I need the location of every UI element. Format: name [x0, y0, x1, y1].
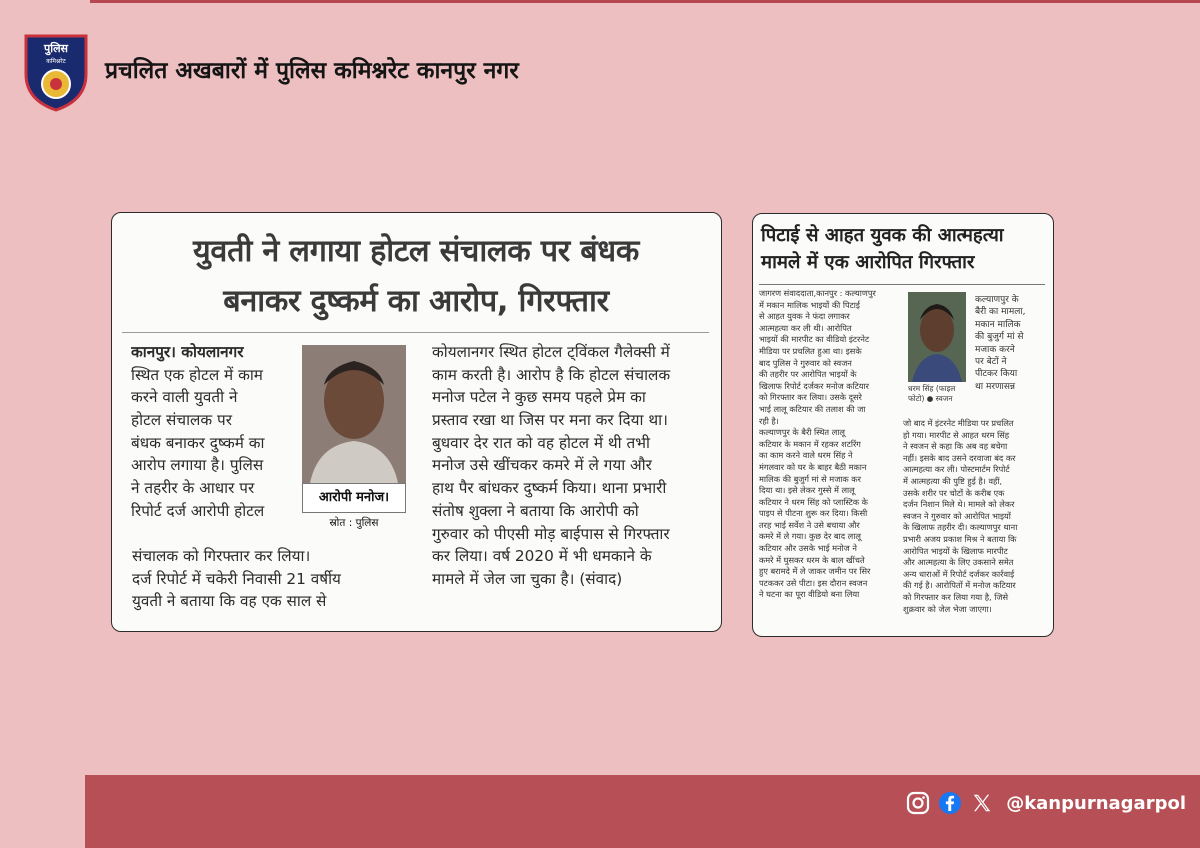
text-line: करने वाली युवती ने	[131, 388, 238, 407]
text-line: को गिरफ्तार कर लिया। उसके दूसरे	[759, 392, 862, 403]
text-line: स्वजन ने गुरुवार को आरोपित भाइयों	[903, 510, 1011, 521]
text-line: आरोप लगाया है। पुलिस	[131, 456, 264, 475]
text-line: की तहरीर पर आरोपित भाइयों के	[759, 369, 857, 380]
caption-line: धरम सिंह (फाइल	[908, 384, 956, 393]
police-badge-logo	[22, 30, 90, 112]
article-column	[131, 341, 307, 523]
accused-photo	[302, 345, 406, 483]
newspaper-clipping-2	[752, 213, 1054, 637]
text-line: की गई है। आरोपितों में मनोज कटियार	[903, 580, 1016, 591]
text-line: हुए बरामदे में ले जाकर जमीन पर सिर	[759, 566, 871, 577]
text-line: ने तहरीर के आधार पर	[131, 479, 255, 498]
text-line: काम करती है। आरोप है कि होटल संचालक	[432, 365, 671, 384]
headline-line: मामले में एक आरोपित गिरफ्तार	[761, 252, 975, 273]
headline-line: पिटाई से आहत युवक की आत्महत्या	[761, 225, 1004, 246]
text-line: युवती ने बताया कि वह एक साल से	[132, 592, 327, 611]
clipping-headline	[761, 222, 1051, 276]
text-line: पटककर उसे पीटा। इस दौरान स्वजन	[759, 577, 868, 588]
text-line: कानपुर। कोयलानगर	[131, 343, 244, 361]
caption-line: मजाक करने	[975, 344, 1015, 355]
text-line: दर्जन निशान मिले थे। मामले को लेकर	[903, 499, 1015, 510]
text-line: संचालक को गिरफ्तार कर लिया।	[132, 547, 311, 565]
text-line: मालिक की बुजुर्ग मां से मजाक कर	[759, 473, 861, 484]
text-line: संतोष शुक्ला ने बताया कि आरोपी को	[432, 501, 639, 520]
text-line: तरह भाई सर्वेश ने उसे बचाया और	[759, 519, 860, 530]
article-column	[759, 288, 901, 601]
text-line: मनोज उसे खींचकर कमरे में ले गया और	[432, 456, 652, 475]
text-line: कटियार ने धरम सिंह को प्लास्टिक के	[759, 496, 868, 507]
text-line: कटियार के मकान में रहकर शटरिंग	[759, 438, 861, 449]
text-line: प्रस्ताव रखा था जिस पर मना कर दिया था।	[432, 411, 668, 430]
top-border-line	[90, 0, 1200, 3]
text-line: मामले में जेल जा चुका है। (संवाद)	[432, 569, 623, 588]
text-line: खिलाफ रिपोर्ट दर्जकर मनोज कटियार	[759, 380, 870, 391]
text-line: के खिलाफ तहरीर दी। कल्याणपुर थाना	[903, 522, 1018, 533]
victim-photo	[908, 292, 966, 382]
article-column	[432, 341, 722, 591]
text-line: प्रभारी अजय प्रकाश मिश्र ने बताया कि	[903, 533, 1017, 544]
facebook-icon[interactable]	[938, 791, 962, 815]
text-line: हो गया। मारपीट से आहत धरम सिंह	[903, 429, 1010, 440]
text-line: पाइप से पीटना शुरू कर दिया। किसी	[759, 508, 868, 519]
text-line: मनोज पटेल ने कुछ समय पहले प्रेम का	[432, 388, 646, 407]
text-line: रही है।	[759, 415, 779, 426]
caption-line: मकान मालिक	[975, 319, 1021, 330]
caption-line: बैरी का मामला,	[975, 307, 1026, 318]
text-line: आत्महत्या कर ली थी। आरोपित	[759, 322, 852, 333]
text-line: कोयलानगर स्थित होटल ट्विंकल गैलेक्सी में	[432, 343, 670, 361]
x-icon[interactable]	[970, 791, 994, 815]
text-line: मीडिया पर प्रचलित हुआ था। इसके	[759, 345, 862, 356]
text-line: और आत्महत्या के लिए उकसाने समेत	[903, 557, 1014, 568]
caption-line: कल्याणपुर के	[975, 295, 1019, 305]
text-line: कर लिया। वर्ष 2020 में भी धमकाने के	[432, 547, 652, 566]
headline-line: युवती ने लगाया होटल संचालक पर बंधक	[193, 234, 639, 269]
text-line: का काम करने वाले धरम सिंह ने	[759, 450, 853, 461]
text-line: आत्महत्या कर ली। पोस्टमार्टम रिपोर्ट	[903, 464, 1010, 475]
article-column	[132, 545, 402, 613]
text-line: भाई लालू कटियार की तलाश की जा	[759, 403, 866, 414]
text-line: रिपोर्ट दर्ज आरोपी होटल	[131, 501, 265, 520]
text-line: बुधवार देर रात को वह होटल में थी तभी	[432, 433, 650, 452]
page-title: प्रचलित अखबारों में पुलिस कमिश्नरेट कानपुर नगर	[105, 58, 519, 84]
text-line: स्थित एक होटल में काम	[131, 365, 263, 384]
text-line: जो बाद में इंटरनेट मीडिया पर प्रचलित	[903, 418, 1014, 428]
photo-caption: आरोपी मनोज।	[302, 483, 406, 513]
text-line: भाइयों की मारपीट का वीडियो इंटरनेट	[759, 334, 870, 345]
caption-line: पीटकर किया	[975, 369, 1018, 380]
svg-text:कमिश्नरेट: कमिश्नरेट	[46, 58, 66, 65]
text-line: में आत्महत्या की पुष्टि हुई है। वहीं,	[903, 475, 1003, 486]
svg-text:पुलिस: पुलिस	[44, 42, 68, 55]
text-line: में मकान मालिक भाइयों की पिटाई	[759, 299, 860, 310]
text-line: मंगलवार को घर के बाहर बैठी मकान	[759, 461, 867, 472]
headline-line: बनाकर दुष्कर्म का आरोप, गिरफ्तार	[223, 284, 609, 319]
text-line: ने स्वजन से कहा कि अब वह बचेगा	[903, 441, 1008, 452]
newspaper-clipping-1	[111, 212, 722, 632]
text-line: से आहत युवक ने फंदा लगाकर	[759, 311, 850, 322]
social-handle[interactable]: @kanpurnagarpol	[1006, 792, 1186, 814]
text-line: हाथ पैर बांधकर दुष्कर्म किया। थाना प्रभारी	[432, 479, 667, 498]
text-line: को गिरफ्तार कर लिया गया है, जिसे	[903, 591, 1008, 602]
text-line: अन्य धाराओं में रिपोर्ट दर्जकर कार्रवाई	[903, 568, 1015, 579]
text-line: कमरे में ले गया। कुछ देर बाद लालू	[759, 531, 861, 542]
text-line: जागरण संवाददाता,कानपुर : कल्याणपुर	[759, 288, 876, 298]
text-line: उसके शरीर पर चोटों के करीब एक	[903, 487, 1005, 498]
clipping-headline	[116, 227, 716, 327]
text-line: बाद पुलिस ने गुरुवार को स्वजन	[759, 357, 852, 368]
divider	[759, 284, 1045, 285]
instagram-icon[interactable]	[906, 791, 930, 815]
caption-line: पर बेटों ने	[975, 357, 1007, 368]
text-line: बंधक बनाकर दुष्कर्म का	[131, 433, 265, 452]
text-line: गुरुवार को पीएसी मोड़ बाईपास से गिरफ्तार	[432, 524, 670, 543]
caption-line: था मरणासन्न	[975, 381, 1016, 392]
text-line: कटियार और उसके भाई मनोज ने	[759, 543, 857, 554]
text-line: नहीं। इसके बाद उसने दरवाजा बंद कर	[903, 452, 1016, 463]
text-line: शुक्रवार को जेल भेजा जाएगा।	[903, 603, 992, 614]
text-line: आरोपित भाइयों के खिलाफ मारपीट	[903, 545, 1008, 556]
text-line: कमरे में घुसकर धरम के बाल खींचते	[759, 554, 865, 565]
text-line: होटल संचालक पर	[131, 411, 232, 430]
photo-source: स्रोत : पुलिस	[329, 517, 379, 529]
side-caption	[975, 294, 1051, 393]
text-line: दिया था। इसे लेकर गुस्से में लालू	[759, 485, 855, 496]
caption-line: की बुजुर्ग मां से	[975, 332, 1024, 343]
footer-bar	[85, 775, 1200, 848]
text-line: ने घटना का पूरा वीडियो बना लिया	[759, 589, 860, 600]
social-links	[906, 788, 1186, 818]
text-line: कल्याणपुर के बैरी स्थित लालू	[759, 427, 845, 438]
text-line: दर्ज रिपोर्ट में चकेरी निवासी 21 वर्षीय	[132, 569, 341, 588]
divider	[122, 332, 709, 333]
article-column	[903, 418, 1049, 615]
caption-line: फोटो) ● स्वजन	[908, 394, 953, 403]
